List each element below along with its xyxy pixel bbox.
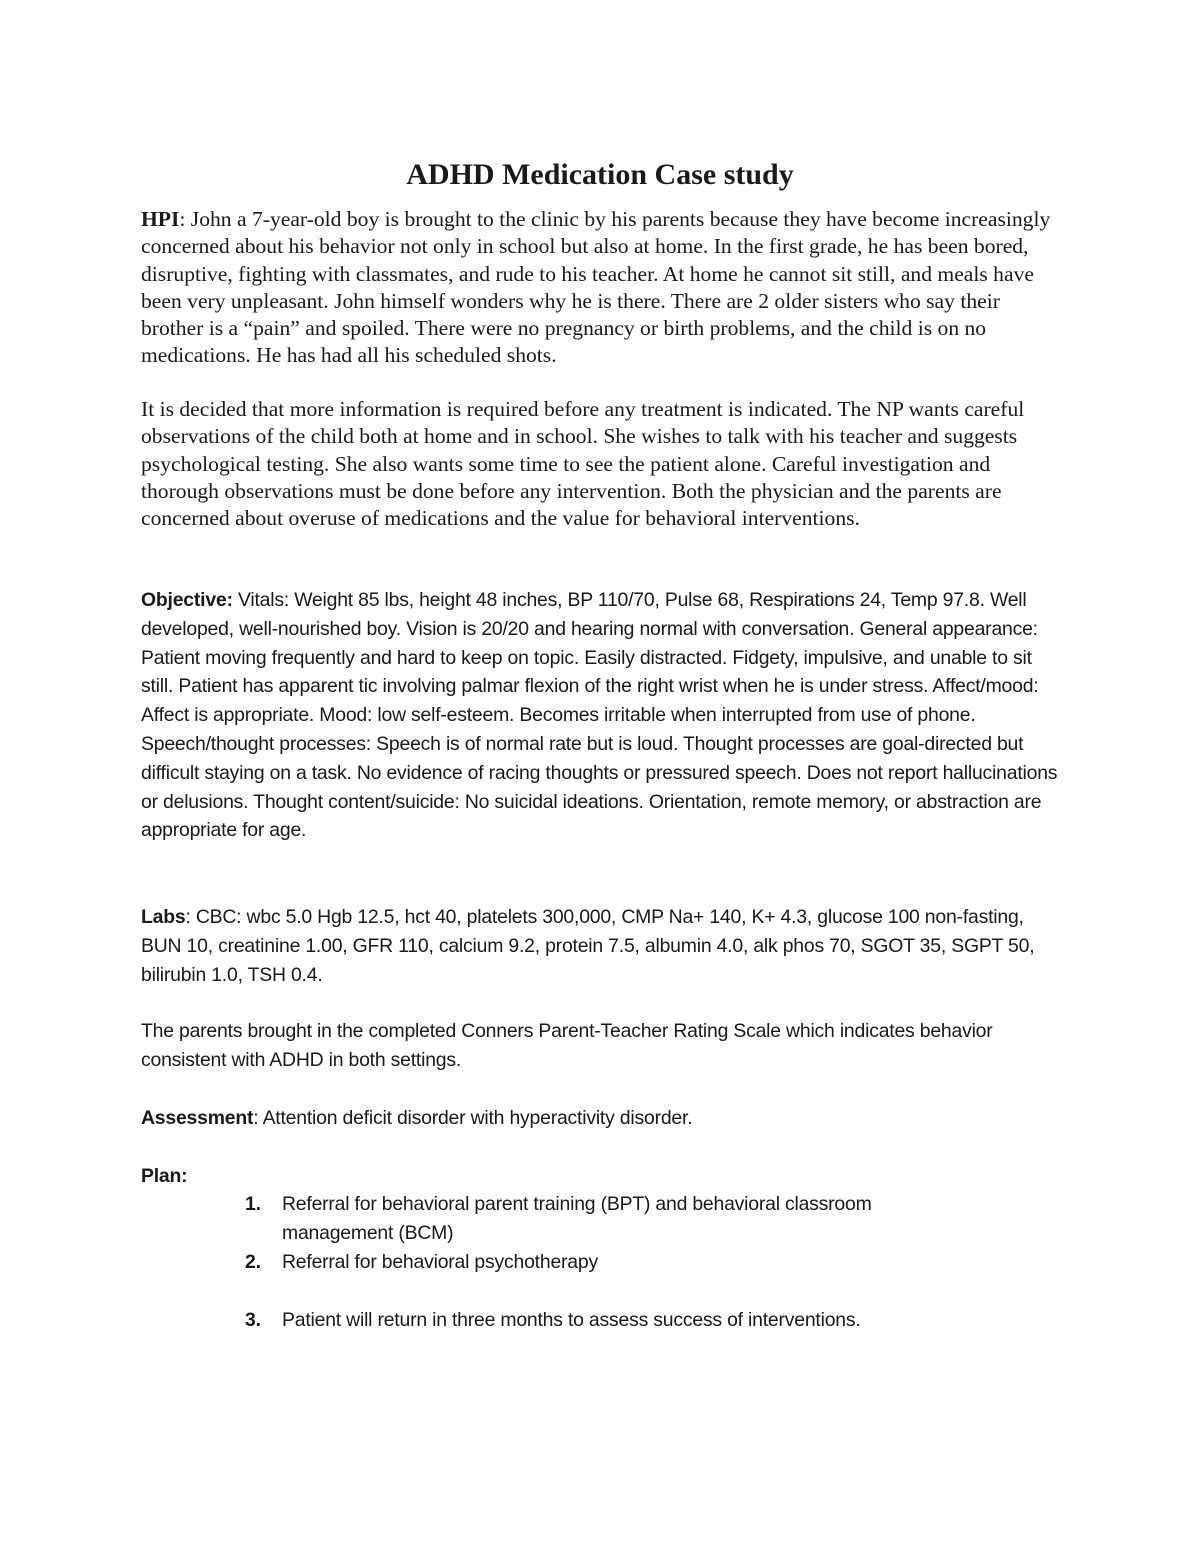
labs-text: : CBC: wbc 5.0 Hgb 12.5, hct 40, platelets 300,000, CMP Na+ 140, K+ 4.3, glucose 100 non-fasting, BUN 10, creatinine 1.00, GFR 110, calcium 9.2, protein 7.5, albumin 4.0, alk phos 70, SGOT 35, SGPT 50, bilirubin 1.0, TSH 0.4. (141, 906, 1035, 986)
hpi-label: HPI (141, 207, 180, 231)
hpi-paragraph (141, 206, 1059, 370)
labs-label: Labs (141, 906, 186, 928)
labs-paragraph (141, 903, 1061, 989)
narrative-paragraph: It is decided that more information is required before any treatment is indicated. The NP wants careful observations of the child both at home and in school. She wishes to talk with his teacher and suggests psychological testing. She also wants some time to see the patient alone. Careful investigation and thorough observations must be done before any intervention. Both the physician and the parents are concerned about overuse of medications and the value for behavioral interventions. (141, 397, 1025, 531)
assessment-text: : Attention deficit disorder with hyperactivity disorder. (253, 1107, 693, 1129)
assessment-label: Assessment (141, 1107, 254, 1129)
conners-paragraph: The parents brought in the completed Conners Parent-Teacher Rating Scale which indicates behavior consistent with ADHD in both settings. (141, 1020, 993, 1071)
objective-paragraph (141, 586, 1061, 845)
plan-item-text: Referral for behavioral parent training (BPT) and behavioral classroom management (BCM) (282, 1193, 872, 1244)
plan-list-item (245, 1248, 985, 1277)
plan-label: Plan: (141, 1165, 188, 1187)
hpi-text: : John a 7-year-old boy is brought to the clinic by his parents because they have become increasingly concerned about his behavior not only in school but also at home. In the first grade, he has been bored, disruptive, fighting with classmates, and rude to his teacher. At home he cannot sit still, and meals have been very unpleasant. John himself wonders why he is there. There are 2 older sisters who say their brother is a “pain” and spoiled. There were no pregnancy or birth problems, and the child is on no medications. He has had all his scheduled shots. (141, 207, 1051, 368)
plan-list-item (245, 1306, 985, 1335)
plan-item-number: 3. (245, 1309, 261, 1331)
plan-item-number: 2. (245, 1251, 261, 1273)
document-title: ADHD Medication Case study (406, 158, 794, 191)
objective-text: Vitals: Weight 85 lbs, height 48 inches, BP 110/70, Pulse 68, Respirations 24, Temp 97.8. Well developed, well-nourished boy. Vision is 20/20 and hearing normal with conversation. General appearance: Patient moving frequently and hard to keep on topic. Easily distracted. Fidgety, impulsive, and unable to sit still. Patient has apparent tic involving palmar flexion of the right wrist when he is under stress. Affect/mood: Affect is appropriate. Mood: low self-esteem. Becomes irritable when interrupted from use of phone. Speech/thought processes: Speech is of normal rate but is loud. Thought processes are goal-directed but difficult staying on a task. No evidence of racing thoughts or pressured speech. Does not report hallucinations or delusions. Thought content/suicide: No suicidal ideations. Orientation, remote memory, or abstraction are appropriate for age. (141, 589, 1058, 842)
plan-item-text: Referral for behavioral psychotherapy (282, 1251, 598, 1273)
plan-list-item (245, 1190, 985, 1248)
assessment-paragraph (141, 1104, 1061, 1133)
objective-label: Objective: (141, 589, 233, 611)
plan-item-number: 1. (245, 1193, 261, 1215)
plan-item-text: Patient will return in three months to assess success of interventions. (282, 1309, 861, 1331)
